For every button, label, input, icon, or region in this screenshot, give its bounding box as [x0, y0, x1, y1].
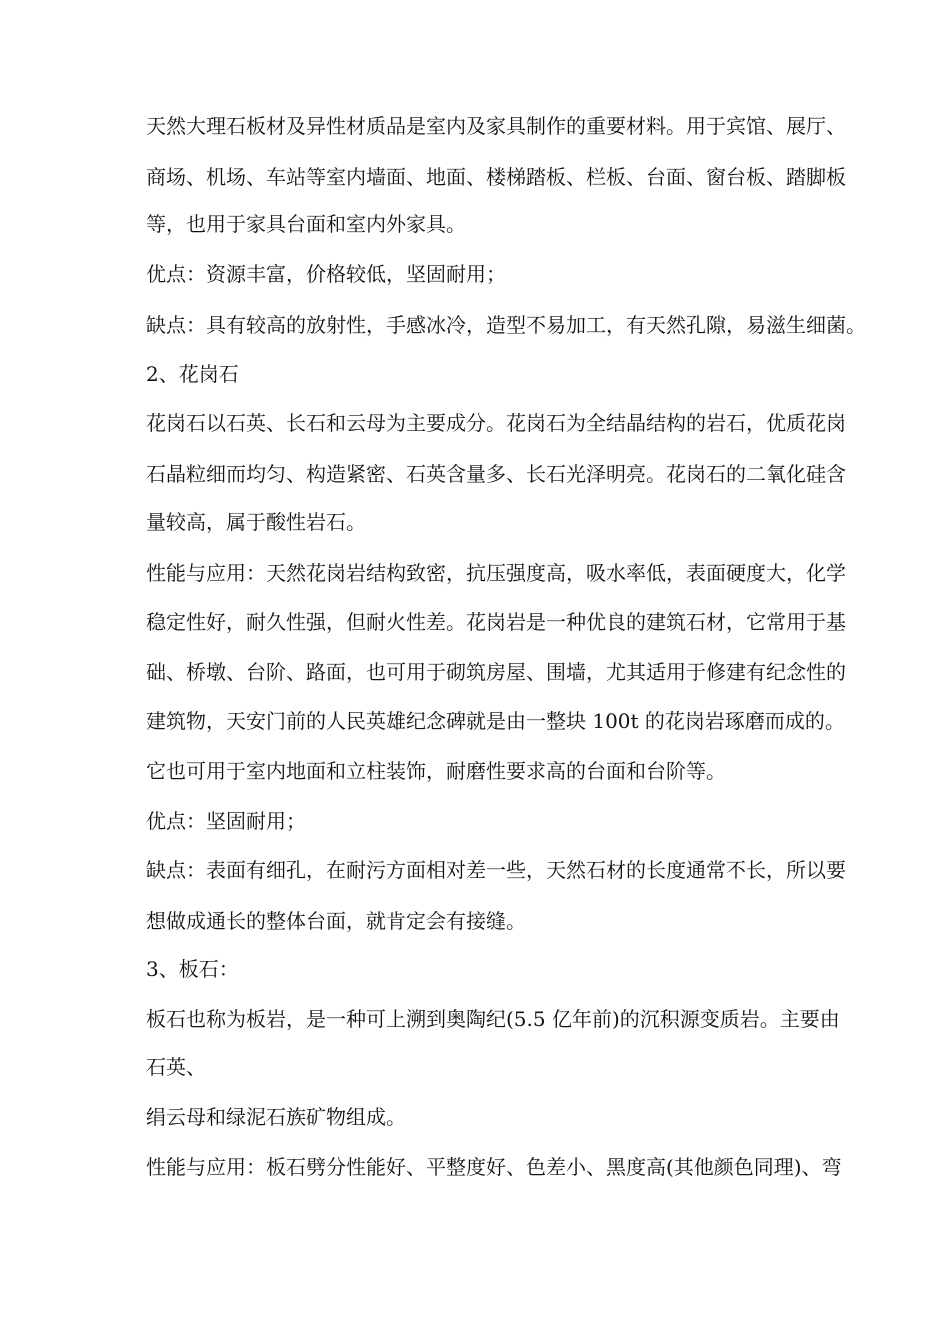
- text-line: 稳定性好，耐久性强，但耐火性差。花岗岩是一种优良的建筑石材，它常用于基: [146, 610, 846, 634]
- text-line: 缺点：具有较高的放射性，手感冰冷，造型不易加工，有天然孔隙，易滋生细菌。: [146, 313, 866, 337]
- text-line: 缺点：表面有细孔，在耐污方面相对差一些，天然石材的长度通常不长，所以要: [146, 858, 846, 882]
- text-line: 想做成通长的整体台面，就肯定会有接缝。: [146, 909, 526, 933]
- text-line: 性能与应用：天然花岗岩结构致密，抗压强度高，吸水率低，表面硬度大，化学: [146, 561, 846, 585]
- text-line: 优点：资源丰富，价格较低，坚固耐用；: [146, 262, 506, 286]
- text-line: 绢云母和绿泥石族矿物组成。: [146, 1105, 406, 1129]
- section-heading: 3、板石：: [146, 957, 239, 981]
- text-line: 石晶粒细而均匀、构造紧密、石英含量多、长石光泽明亮。花岗石的二氧化硅含: [146, 462, 846, 486]
- text-line: 等，也用于家具台面和室内外家具。: [146, 212, 466, 236]
- text-line: 花岗石以石英、长石和云母为主要成分。花岗石为全结晶结构的岩石，优质花岗: [146, 411, 846, 435]
- text-line: 石英、: [146, 1055, 206, 1079]
- text-line: 板石也称为板岩，是一种可上溯到奥陶纪(5.5 亿年前)的沉积源变质岩。主要由: [146, 1007, 840, 1031]
- text-line: 天然大理石板材及异性材质品是室内及家具制作的重要材料。用于宾馆、展厅、: [146, 114, 846, 138]
- text-line: 建筑物，天安门前的人民英雄纪念碑就是由一整块 100t 的花岗岩琢磨而成的。: [146, 709, 845, 733]
- text-line: 商场、机场、车站等室内墙面、地面、楼梯踏板、栏板、台面、窗台板、踏脚板: [146, 165, 846, 189]
- text-line: 础、桥墩、台阶、路面，也可用于砌筑房屋、围墙，尤其适用于修建有纪念性的: [146, 660, 846, 684]
- section-heading: 2、花岗石: [146, 362, 239, 386]
- text-line: 它也可用于室内地面和立柱装饰，耐磨性要求高的台面和台阶等。: [146, 759, 726, 783]
- text-line: 量较高，属于酸性岩石。: [146, 510, 366, 534]
- text-line: 性能与应用：板石劈分性能好、平整度好、色差小、黑度高(其他颜色同理)、弯: [146, 1155, 842, 1179]
- text-line: 优点：坚固耐用；: [146, 809, 306, 833]
